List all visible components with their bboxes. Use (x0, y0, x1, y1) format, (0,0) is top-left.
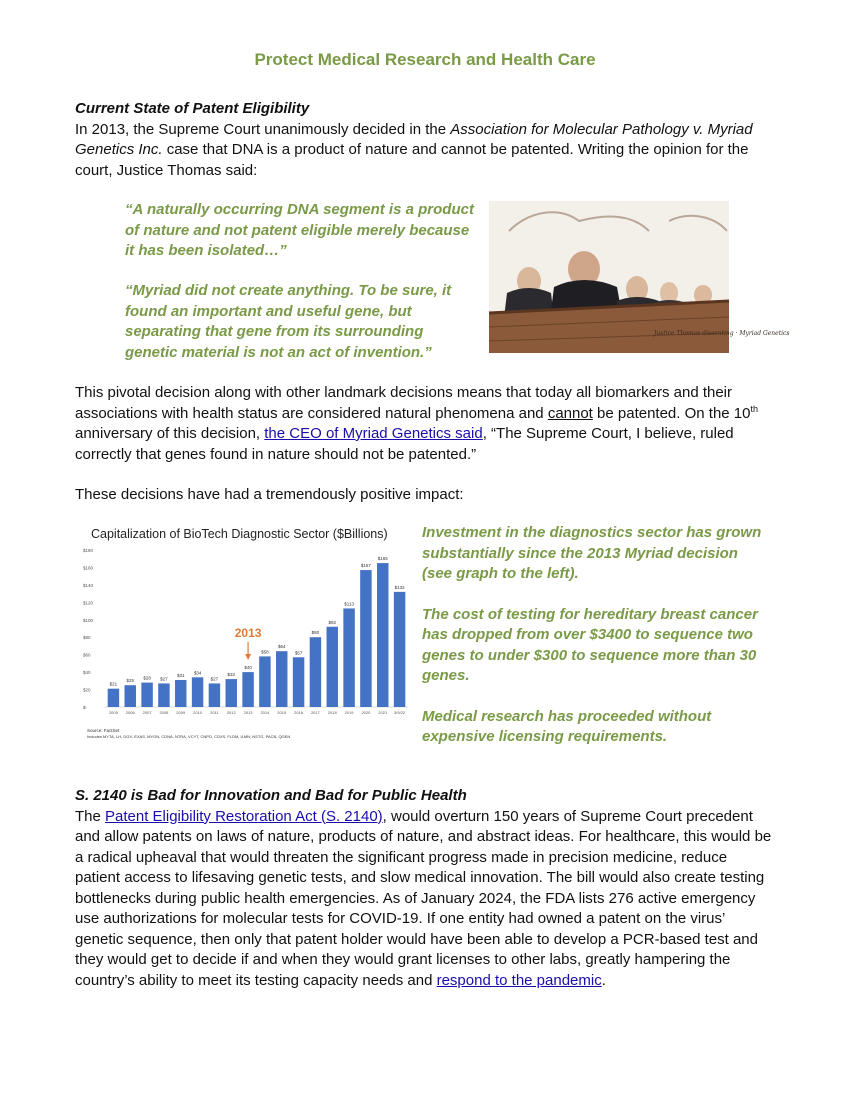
bar-2007 (141, 683, 152, 707)
annotation-2013: 2013 (234, 626, 262, 640)
bar-value-label: $32 (227, 672, 236, 678)
x-tick-label: 2014 (260, 710, 270, 715)
bar-2013 (242, 672, 253, 707)
bar-value-label: $25 (126, 678, 135, 684)
underlined-cannot: cannot (547, 404, 593, 422)
bar-2011 (209, 683, 220, 707)
bar-2010 (192, 677, 203, 707)
x-tick-label: 2017 (310, 710, 320, 715)
x-tick-label: 2016 (294, 710, 304, 715)
x-tick-label: 2015 (277, 710, 287, 715)
y-tick-label: $40 (83, 670, 91, 676)
bar-value-label: $28 (143, 675, 151, 681)
x-tick-label: 2006 (125, 710, 135, 715)
section-s2140 (75, 786, 775, 991)
section-heading-s2140: S. 2140 is Bad for Innovation and Bad for Public Health (75, 787, 467, 804)
chart-source: Source: FactSet (87, 728, 120, 733)
sidebar-note-research: Medical research has proceeded without expensive licensing requirements. (422, 707, 712, 745)
sidebar-note-cost: The cost of testing for hereditary breast cancer has dropped from over $3400 to sequence two genes to under $300 to sequence more than 30 genes. (422, 605, 758, 684)
para2-text-1: This pivotal decision along with other landmark decisions means that today all biomarkers and their associations with health status are considered natural phenomena and (75, 384, 733, 422)
y-tick-label: $80 (83, 635, 91, 641)
chart-title: Capitalization of BioTech Diagnostic Sector ($Billions) (91, 527, 388, 541)
x-tick-label: 2009 (176, 710, 186, 715)
bar-2012 (226, 679, 237, 707)
bar-2017 (310, 637, 321, 707)
bar-value-label: $58 (261, 649, 269, 655)
bar-value-label: $165 (377, 556, 388, 562)
page-title: Protect Medical Research and Health Care (254, 50, 596, 69)
y-tick-label: $- (83, 705, 88, 710)
bar-3/9/22 (394, 592, 405, 707)
bar-value-label: $34 (193, 670, 202, 676)
bar-2016 (293, 657, 304, 707)
x-tick-label: 2018 (327, 710, 337, 715)
bar-value-label: $132 (394, 584, 405, 590)
bar-2019 (343, 608, 354, 707)
y-tick-label: $180 (83, 548, 94, 553)
bar-2006 (125, 685, 136, 707)
impact-paragraph: These decisions have had a tremendously positive impact: (75, 486, 464, 503)
decision-paragraph (75, 383, 775, 465)
bar-2009 (175, 680, 186, 707)
x-tick-label: 2008 (159, 710, 169, 715)
bar-value-label: $31 (176, 672, 185, 678)
y-tick-label: $140 (83, 582, 94, 588)
bar-2020 (360, 570, 371, 707)
bar-2005 (108, 689, 119, 707)
x-tick-label: 2013 (243, 710, 253, 715)
y-tick-label: $100 (83, 617, 94, 623)
ceo-quote-link[interactable]: the CEO of Myriad Genetics said (264, 425, 483, 442)
para2-text-2: be patented. On the 10 (592, 404, 751, 422)
y-tick-label: $120 (83, 600, 94, 606)
respond-pandemic-link[interactable]: respond to the pandemic (436, 971, 602, 989)
y-tick-label: $60 (83, 652, 91, 658)
x-tick-label: 2012 (226, 710, 236, 715)
y-tick-label: $160 (83, 565, 94, 571)
sketch-signature: Justice Thomas dissenting · Myriad Genetics (654, 330, 790, 337)
x-tick-label: 2011 (210, 710, 219, 715)
intro-text-end: case that DNA is a product of nature and cannot be patented. Writing the opinion for the court, Justice Thomas said: (75, 141, 749, 179)
intro-paragraph (75, 120, 775, 182)
annotation-arrow-head (245, 654, 251, 660)
quote-1: “A naturally occurring DNA segment is a product of nature and not patent eligible merely because it has been isolated…” (125, 201, 474, 259)
x-tick-label: 2019 (344, 710, 354, 715)
bar-2015 (276, 651, 287, 707)
chart-includes: Includes MYTA, LH, DGX, EXAS, MYGN, CDNA, NTRA, VCYT, CNPD, CDXS, FLDM, ILMN, NSTG, PACB, QGEN (87, 734, 291, 739)
s2140-text-1: The (75, 807, 106, 825)
s2140-text-3: . (601, 971, 606, 989)
bar-2008 (158, 683, 169, 707)
x-tick-label: 2007 (142, 710, 152, 715)
sidebar-notes (422, 523, 767, 748)
para2-text-4: , “The Supreme Court, I believe, ruled correctly that genes found in nature should not be patented.” (75, 425, 734, 463)
x-tick-label: 3/9/22 (394, 710, 406, 715)
quote-2: “Myriad did not create anything. To be sure, it found an important and useful gene, but separating that gene from its surrounding genetic material is not an act of invention.” (125, 282, 452, 361)
bar-value-label: $57 (294, 650, 303, 656)
s2140-act-link[interactable]: Patent Eligibility Restoration Act (S. 2140) (105, 807, 383, 825)
para2-text-3: anniversary of this decision, (75, 425, 265, 442)
bar-value-label: $40 (244, 665, 252, 671)
section-intro (75, 99, 775, 181)
court-sketch-drawing (489, 201, 790, 353)
bar-value-label: $64 (277, 644, 286, 650)
bar-2018 (327, 627, 338, 707)
bar-2014 (259, 656, 270, 707)
sidebar-note-investment: Investment in the diagnostics sector has grown substantially since the 2013 Myriad decision (see graph to the left). (422, 524, 762, 582)
x-tick-label: 2020 (361, 710, 371, 715)
capitalization-chart (83, 525, 413, 745)
x-tick-label: 2021 (378, 710, 388, 715)
bar-value-label: $27 (160, 676, 168, 682)
court-sketch-image (489, 201, 790, 353)
case-name: Association for Molecular Pathology v. Myriad Genetics Inc. (75, 120, 753, 158)
bar-value-label: $113 (344, 601, 354, 607)
bar-value-label: $21 (109, 681, 118, 687)
superscript-th: th (750, 403, 758, 414)
bar-value-label: $27 (210, 676, 219, 682)
x-tick-label: 2010 (193, 710, 203, 715)
bar-value-label: $157 (360, 563, 371, 569)
y-tick-label: $20 (83, 687, 91, 693)
bar-value-label: $92 (328, 619, 337, 625)
bar-2021 (377, 563, 388, 707)
chart-svg (83, 525, 413, 745)
s2140-text-2: , would overturn 150 years of Supreme Court precedent and allow patents on laws of nature, products of nature, and abstract ideas. For healthcare, this would be a radical upheaval that would threaten the significant progress made in precision medicine, reduce patient access to lifesaving genetic tests, and slow medical innovation. The bill would also create testing bottlenecks during public health emergencies. As of January 2024, the FDA lists 276 active emergency use authorizations for molecular tests for COVID-19. If one entity had owned a patent on the virus’ genetic sequence, then only that patent holder would have been able to develop a PCR-based test and they would get to decide if and when they would grant licenses to other labs, greatly hampering the country’s ability to meet its testing capacity needs and (75, 807, 772, 989)
x-tick-label: 2005 (108, 710, 118, 715)
section-heading-patent-eligibility: Current State of Patent Eligibility (75, 100, 310, 117)
s2140-paragraph (75, 807, 775, 992)
bar-value-label: $80 (311, 630, 320, 636)
intro-text: In 2013, the Supreme Court unanimously decided in the (75, 120, 451, 138)
